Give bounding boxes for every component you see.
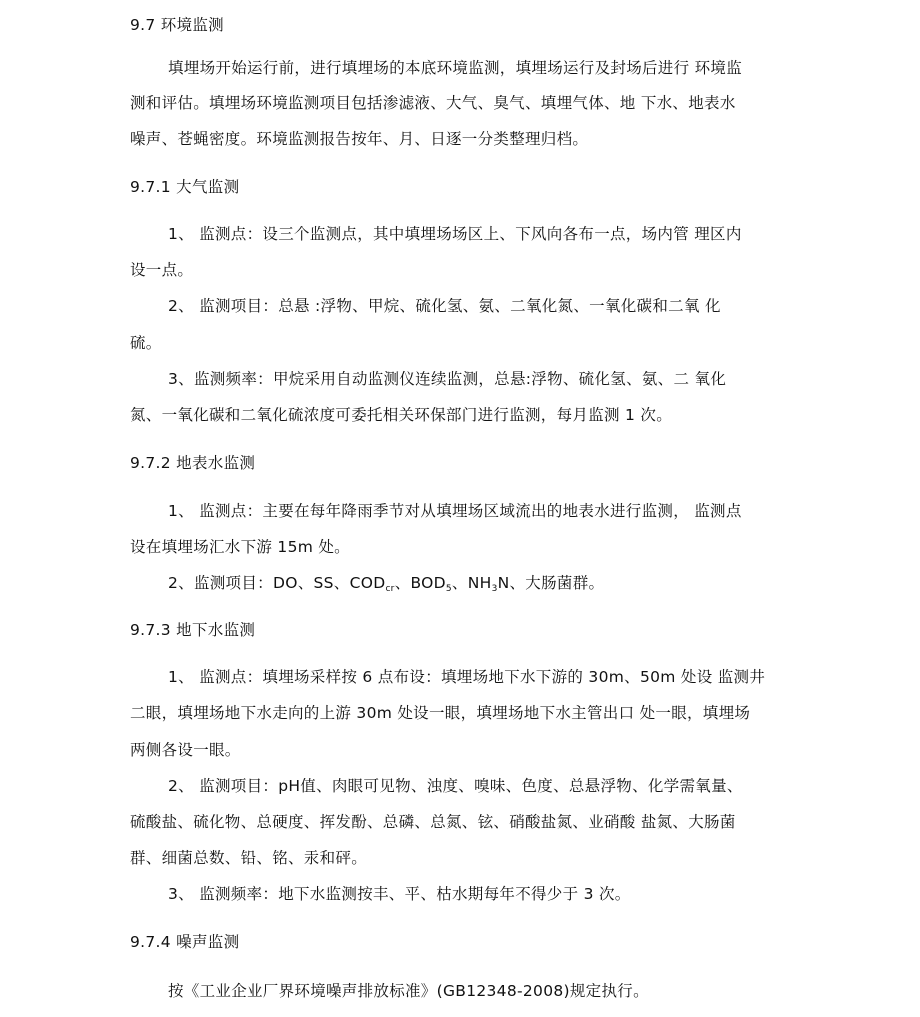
section-heading-9-7-2: 9.7.2 地表水监测 xyxy=(130,454,256,472)
section-heading-9-7-1: 9.7.1 大气监测 xyxy=(130,178,240,196)
paragraph-line: 按《工业企业厂界环境噪声排放标准》(GB12348-2008)规定执行。 xyxy=(168,982,649,1000)
paragraph-line: 测和评估。填埋场环境监测项目包括渗滤液、大气、臭气、填埋气体、地 下水、地表水 xyxy=(130,94,736,112)
subscript: cr xyxy=(385,584,395,594)
paragraph-line: 两侧各设一眼。 xyxy=(130,741,241,759)
paragraph-line: 设在填埋场汇水下游 15m 处。 xyxy=(130,538,350,556)
paragraph-line: 3、 监测频率：地下水监测按丰、平、枯水期每年不得少于 3 次。 xyxy=(168,885,631,903)
paragraph-line: 噪声、苍蝇密度。环境监测报告按年、月、日逐一分类整理归档。 xyxy=(130,130,589,148)
subscript: 3 xyxy=(491,584,498,594)
text-run: 、BOD xyxy=(394,574,446,592)
paragraph-line: 2、 监测项目：pH值、肉眼可见物、浊度、嗅味、色度、总悬浮物、化学需氧量、 xyxy=(168,777,743,795)
paragraph-line: 氮、一氧化碳和二氧化硫浓度可委托相关环保部门进行监测，每月监测 1 次。 xyxy=(130,406,673,424)
paragraph-line: 填埋场开始运行前，进行填埋场的本底环境监测，填埋场运行及封场后进行 环境监 xyxy=(168,59,743,77)
paragraph-line: 群、细菌总数、铅、铭、汞和砰。 xyxy=(130,849,368,867)
paragraph-line: 硫酸盐、硫化物、总硬度、挥发酚、总磷、总氮、铉、硝酸盐氮、业硝酸 盐氮、大肠菌 xyxy=(130,813,736,831)
section-heading-9-7-3: 9.7.3 地下水监测 xyxy=(130,621,256,639)
paragraph-line: 3、监测频率：甲烷采用自动监测仪连续监测，总悬:浮物、硫化氢、氨、二 氧化 xyxy=(168,370,727,388)
paragraph-line: 1、 监测点：填埋场采样按 6 点布设：填埋场地下水下游的 30m、50m 处设 监测井 xyxy=(168,668,766,686)
section-heading-9-7-4: 9.7.4 噪声监测 xyxy=(130,933,240,951)
subscript: 5 xyxy=(445,584,452,594)
text-run: 2、监测项目：DO、SS、COD xyxy=(168,574,386,592)
text-run: N、大肠菌群。 xyxy=(497,574,605,592)
paragraph-line: 1、 监测点：主要在每年降雨季节对从填埋场区域流出的地表水进行监测， 监测点 xyxy=(168,502,742,520)
paragraph-line: 1、 监测点：设三个监测点，其中填埋场场区上、下风向各布一点，场内管 理区内 xyxy=(168,225,742,243)
paragraph-line: 设一点。 xyxy=(130,261,194,279)
paragraph-line: 2、 监测项目：总悬 :浮物、甲烷、硫化氢、氨、二氧化氮、一氧化碳和二氧 化 xyxy=(168,297,721,315)
paragraph-line: 二眼，填埋场地下水走向的上游 30m 处设一眼，填埋场地下水主管出口 处一眼，填埋场 xyxy=(130,704,751,722)
text-run: 、NH xyxy=(451,574,492,592)
section-heading-9-7: 9.7 环境监测 xyxy=(130,16,224,34)
paragraph-line xyxy=(168,571,604,594)
paragraph-line: 硫。 xyxy=(130,334,162,352)
